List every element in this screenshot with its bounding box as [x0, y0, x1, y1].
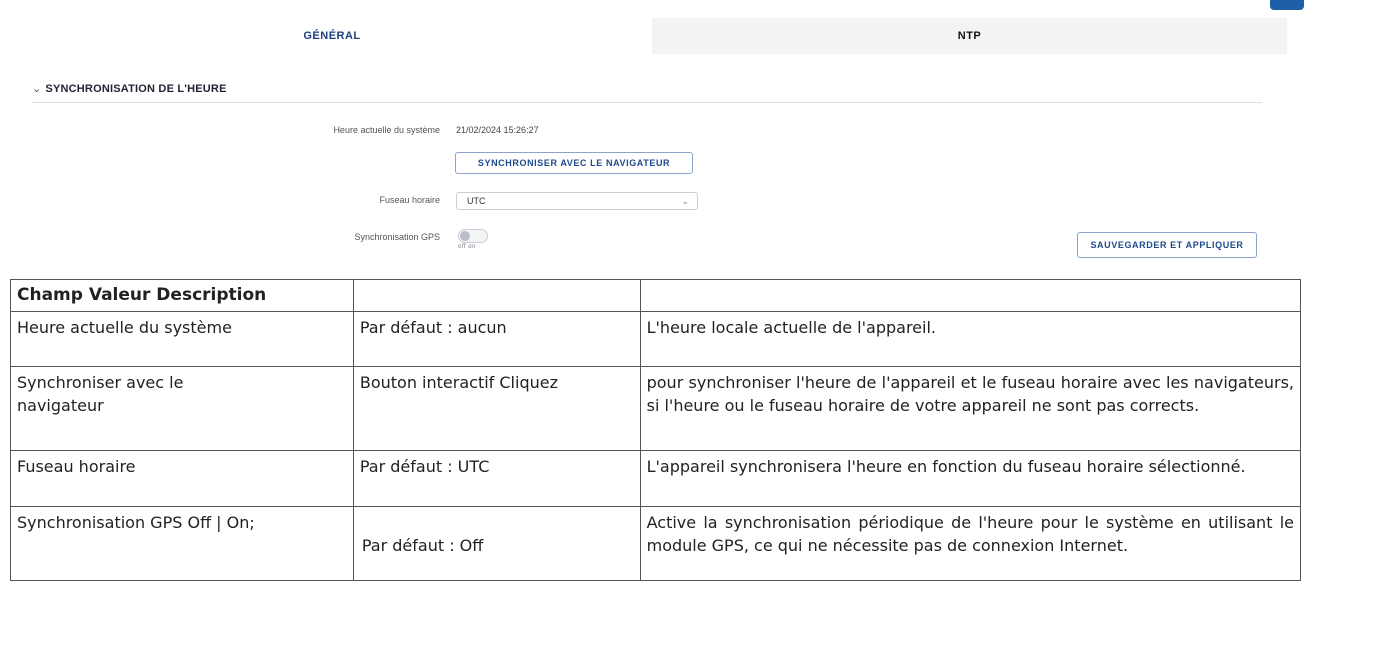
table-header-cell — [353, 280, 640, 312]
table-cell-value — [353, 507, 640, 581]
tab-general[interactable]: GÉNÉRAL — [12, 18, 652, 54]
chevron-down-icon: ⌄ — [32, 83, 42, 95]
sync-browser-button[interactable]: SYNCHRONISER AVEC LE NAVIGATEUR — [455, 152, 693, 174]
tab-bar — [12, 18, 1287, 54]
table-cell-field: Fuseau horaire — [11, 451, 354, 507]
settings-panel — [12, 54, 1287, 262]
tab-ntp[interactable]: NTP — [652, 18, 1287, 54]
section-title: SYNCHRONISATION DE L'HEURE — [45, 83, 227, 95]
timezone-label: Fuseau horaire — [379, 195, 440, 205]
corner-button-fragment — [1270, 0, 1304, 10]
table-cell-value: Bouton interactif Cliquez — [353, 367, 640, 451]
table-cell-description: pour synchroniser l'heure de l'appareil et le fuseau horaire avec les navigateurs, si l'heure ou le fuseau horaire de votre appareil ne sont pas corrects. — [640, 367, 1300, 451]
table-cell-description: L'appareil synchronisera l'heure en fonction du fuseau horaire sélectionné. — [640, 451, 1300, 507]
table-cell-field: Heure actuelle du système — [11, 312, 354, 367]
timezone-select[interactable] — [456, 192, 698, 210]
gps-toggle[interactable] — [458, 229, 488, 243]
table-row — [11, 507, 1301, 581]
table-cell-description: L'heure locale actuelle de l'appareil. — [640, 312, 1300, 367]
gps-toggle-states — [458, 244, 476, 250]
field-description-table — [10, 279, 1301, 581]
table-cell-value-text: Par défaut : Off — [361, 536, 484, 555]
table-cell-value: Par défaut : aucun — [353, 312, 640, 367]
table-cell-description: Active la synchronisation périodique de l'heure pour le système en utilisant le module GPS, ce qui ne nécessite pas de connexion Internet. — [640, 507, 1300, 581]
current-time-label: Heure actuelle du système — [333, 125, 440, 135]
toggle-knob — [460, 231, 470, 241]
gps-on-label: on — [468, 244, 476, 250]
table-row — [11, 312, 1301, 367]
table-cell-field: Synchronisation GPS Off | On; — [11, 507, 354, 581]
current-time-value: 21/02/2024 15:26:27 — [456, 125, 539, 135]
table-cell-value: Par défaut : UTC — [353, 451, 640, 507]
table-row — [11, 451, 1301, 507]
gps-label: Synchronisation GPS — [354, 232, 440, 242]
gps-off-label: off — [458, 244, 467, 250]
save-apply-button[interactable]: SAUVEGARDER ET APPLIQUER — [1077, 232, 1257, 258]
timezone-value: UTC — [467, 196, 486, 206]
table-header-row — [11, 280, 1301, 312]
chevron-down-icon: ⌄ — [681, 196, 689, 206]
section-header[interactable] — [32, 82, 1262, 103]
table-row — [11, 367, 1301, 451]
table-cell-field: Synchroniser avec le navigateur — [11, 367, 354, 451]
table-header-cell — [640, 280, 1300, 312]
table-header-cell: Champ Valeur Description — [11, 280, 354, 312]
